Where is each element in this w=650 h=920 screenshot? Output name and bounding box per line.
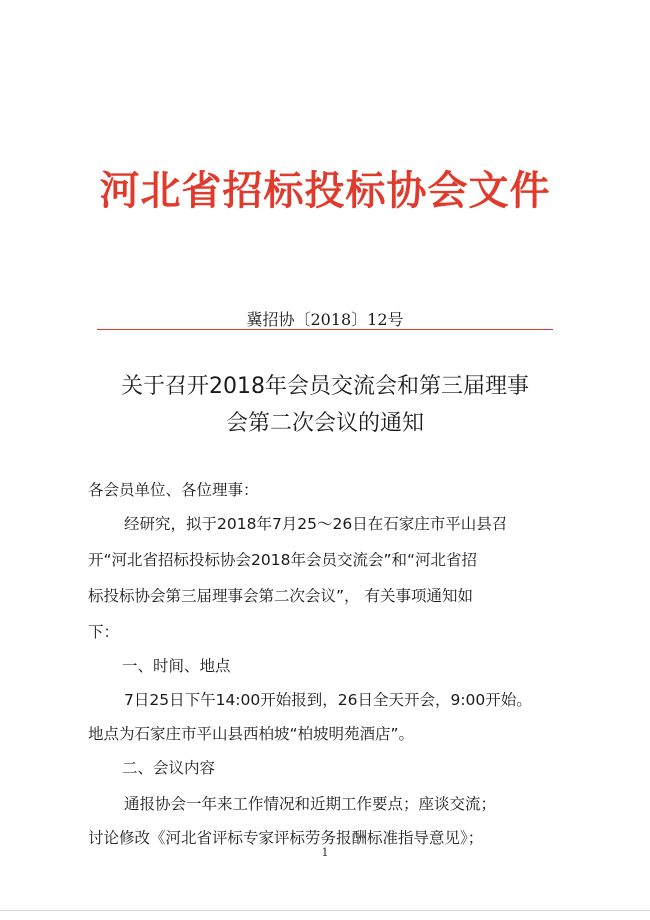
notice-title-line-1: 关于召开2018年会员交流会和第三届理事 [121, 374, 529, 399]
section-1-line-2: 地点为石家庄市平山县西柏坡“柏坡明苑酒店”。 [88, 725, 415, 743]
page-bottom-edge [0, 910, 650, 911]
section-2-line-2: 讨论修改《河北省评标专家评标劳务报酬标准指导意见》； [88, 829, 484, 847]
document-number: 冀招协〔2018〕12号 [246, 310, 404, 329]
salutation: 各会员单位、各位理事： [88, 481, 259, 499]
notice-title-line-2: 会第二次会议的通知 [225, 411, 424, 436]
section-1-line-1: 7日25日下午14:00开始报到，26日全天开会，9:00开始。 [124, 691, 532, 709]
intro-line-1: 经研究，拟于2018年7月25～26日在石家庄市平山县召 [124, 515, 508, 533]
page-number: 1 [321, 846, 329, 859]
document-masthead: 河北省招标投标协会文件 [99, 167, 551, 214]
intro-line-4: 下： [88, 623, 120, 641]
section-2-heading: 二、会议内容 [122, 759, 216, 777]
notice-title [60, 368, 590, 442]
intro-line-2: 开“河北省招标投标协会2018年会员交流会”和“河北省招 [88, 551, 478, 569]
section-1-heading: 一、时间、地点 [122, 657, 231, 675]
section-2-line-1: 通报协会一年来工作情况和近期工作要点；座谈交流； [124, 795, 497, 813]
red-divider-line [97, 329, 553, 330]
intro-line-3: 标投标协会第三届理事会第二次会议”， 有关事项通知如 [88, 587, 473, 605]
